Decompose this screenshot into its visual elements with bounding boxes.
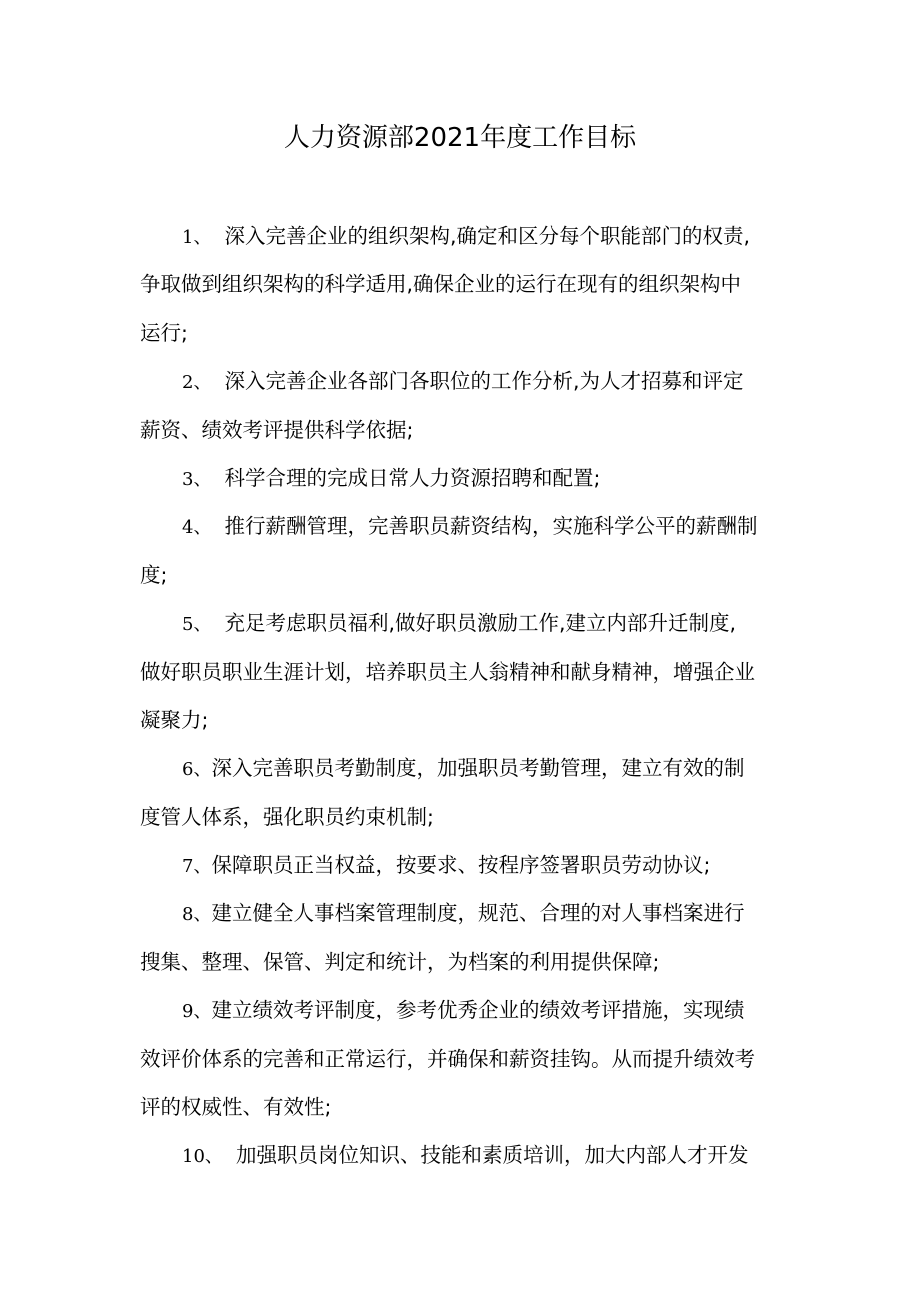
line-text: 搜集、整理、保管、判定和统计，为档案的利用提供保障; — [140, 949, 660, 974]
document-body — [140, 212, 782, 1180]
line-text: 薪资、绩效考评提供科学依据; — [140, 417, 414, 442]
text-line — [140, 260, 782, 308]
text-line — [140, 841, 782, 889]
text-line — [140, 793, 782, 841]
text-line — [140, 889, 782, 937]
line-text: 充足考虑职员福利,做好职员激励工作,建立内部升迁制度, — [211, 611, 737, 636]
item-number: 1、 — [182, 227, 212, 248]
item-number: 8、 — [182, 904, 212, 926]
text-line — [140, 551, 782, 599]
text-line — [140, 986, 782, 1034]
item-number: 5、 — [182, 614, 212, 636]
text-line — [140, 599, 782, 647]
text-line — [140, 1131, 782, 1179]
item-number: 2、 — [182, 372, 212, 394]
text-line — [140, 648, 782, 696]
line-text: 争取做到组织架构的科学适用,确保企业的运行在现有的组织架构中 — [140, 272, 742, 297]
text-line — [140, 406, 782, 454]
item-number: 6、 — [182, 759, 212, 781]
item-number: 4、 — [182, 517, 212, 539]
line-text: 效评价体系的完善和正常运行，并确保和薪资挂钩。从而提升绩效考 — [140, 1046, 755, 1071]
line-text: 加强职员岗位知识、技能和素质培训，加大内部人才开发 — [222, 1143, 749, 1168]
line-text: 做好职员职业生涯计划，培养职员主人翁精神和献身精神，增强企业 — [140, 659, 755, 684]
line-text: 科学合理的完成日常人力资源招聘和配置; — [211, 465, 601, 490]
item-number: 7、 — [182, 856, 212, 878]
text-line — [140, 357, 782, 405]
line-text: 建立健全人事档案管理制度，规范、合理的对人事档案进行 — [211, 901, 745, 926]
line-text: 度管人体系，强化职员约束机制; — [140, 804, 434, 829]
line-text: 深入完善职员考勤制度，加强职员考勤管理，建立有效的制 — [211, 756, 745, 781]
item-number: 3、 — [182, 468, 212, 490]
text-line — [140, 1083, 782, 1131]
text-line — [140, 744, 782, 792]
text-line — [140, 1035, 782, 1083]
item-number: 9、 — [182, 1001, 212, 1023]
text-line — [140, 502, 782, 550]
text-line — [140, 212, 782, 260]
document-title: 人力资源部2021年度工作目标 — [283, 123, 637, 153]
item-number: 10、 — [182, 1146, 223, 1168]
line-text: 度; — [140, 562, 168, 587]
text-line — [140, 696, 782, 744]
line-text: 凝聚力; — [140, 707, 209, 732]
line-text: 推行薪酬管理，完善职员薪资结构，实施科学公平的薪酬制 — [211, 514, 758, 539]
line-text: 保障职员正当权益，按要求、按程序签署职员劳动协议; — [211, 853, 711, 878]
line-text: 深入完善企业的组织架构,确定和区分每个职能部门的权责, — [211, 224, 751, 248]
line-text: 运行; — [140, 320, 188, 345]
text-line — [140, 454, 782, 502]
text-line — [140, 309, 782, 357]
line-text: 深入完善企业各部门各职位的工作分析,为人才招募和评定 — [211, 369, 744, 394]
line-text: 评的权威性、有效性; — [140, 1095, 332, 1120]
line-text: 建立绩效考评制度，参考优秀企业的绩效考评措施，实现绩 — [211, 998, 745, 1023]
text-line — [140, 938, 782, 986]
